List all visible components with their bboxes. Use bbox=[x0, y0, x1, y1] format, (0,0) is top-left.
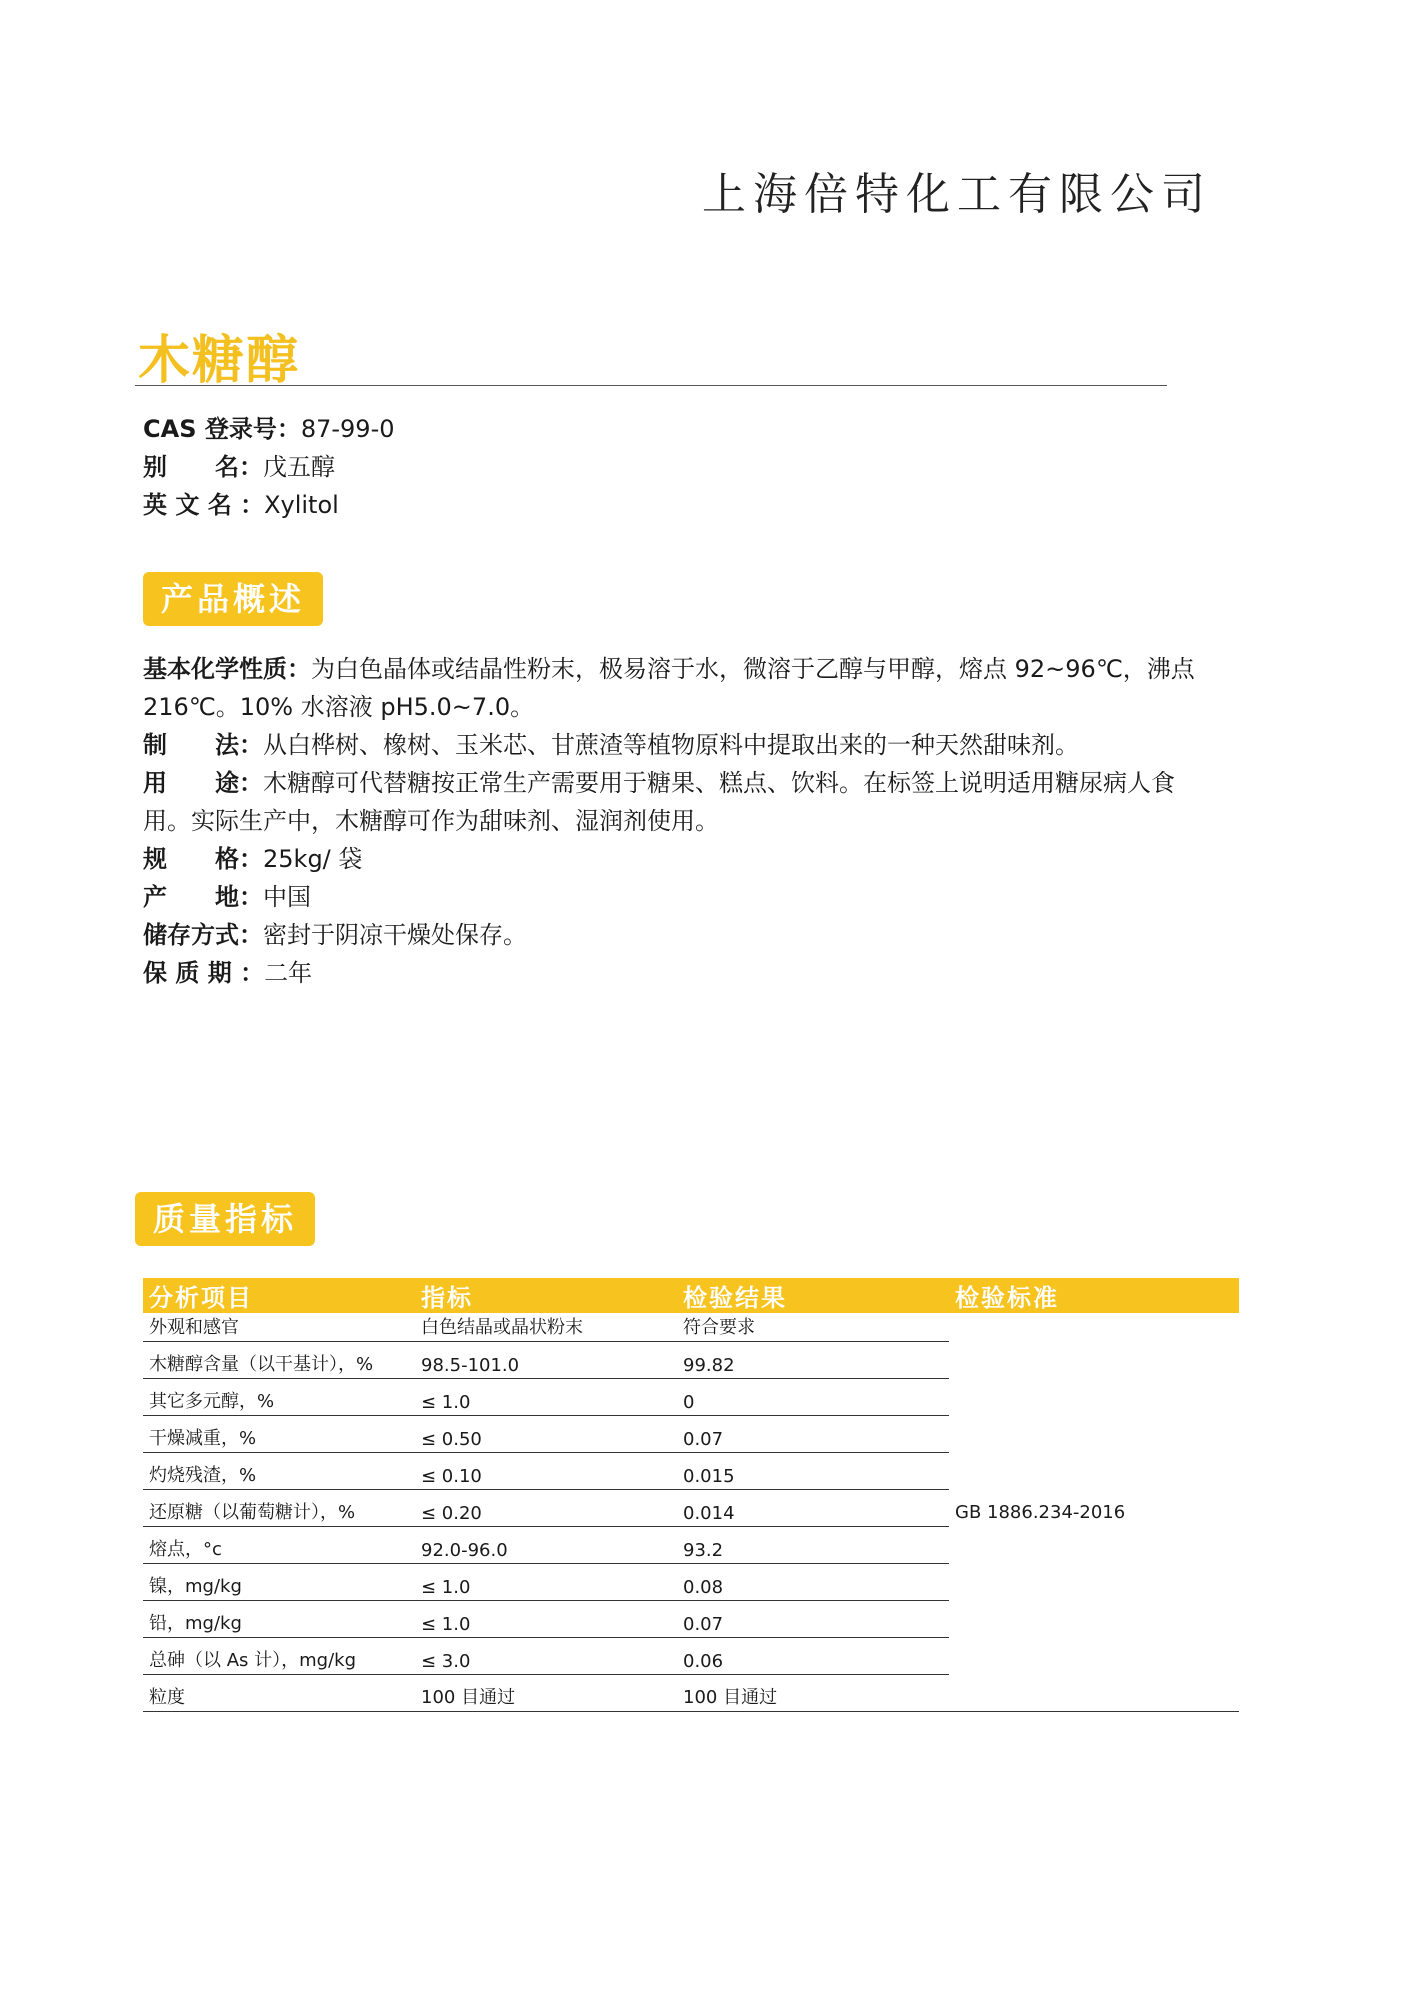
cell-item: 总砷（以 As 计），mg/kg bbox=[143, 1638, 415, 1675]
cas-label: CAS 登录号： bbox=[143, 415, 301, 443]
chem-properties-text-1: 为白色晶体或结晶性粉末，极易溶于水，微溶于乙醇与甲醇，熔点 92~96℃，沸点 bbox=[311, 655, 1195, 683]
origin-label: 产 地： bbox=[143, 883, 263, 911]
use-line-2: 用。实际生产中，木糖醇可作为甜味剂、湿润剂使用。 bbox=[143, 807, 719, 835]
cell-item: 还原糖（以葡萄糖计），% bbox=[143, 1490, 415, 1527]
cell-result: 0 bbox=[677, 1379, 949, 1416]
use-label: 用 途： bbox=[143, 769, 263, 797]
chem-properties-line-2: 216℃。10% 水溶液 pH5.0~7.0。 bbox=[143, 693, 535, 721]
cell-result: 0.07 bbox=[677, 1601, 949, 1638]
cell-result: 0.06 bbox=[677, 1638, 949, 1675]
cell-item: 粒度 bbox=[143, 1675, 415, 1712]
cell-spec: ≤ 1.0 bbox=[415, 1601, 677, 1638]
cell-item: 熔点，°c bbox=[143, 1527, 415, 1564]
alias-label: 别 名： bbox=[143, 453, 263, 481]
cell-result: 0.07 bbox=[677, 1416, 949, 1453]
cas-row bbox=[143, 410, 395, 448]
cell-result: 99.82 bbox=[677, 1342, 949, 1379]
origin-line bbox=[143, 878, 1193, 916]
title-divider bbox=[135, 385, 1167, 386]
cell-item: 外观和感官 bbox=[143, 1313, 415, 1342]
method-text: 从白桦树、橡树、玉米芯、甘蔗渣等植物原料中提取出来的一种天然甜味剂。 bbox=[263, 731, 1079, 759]
cell-result: 0.08 bbox=[677, 1564, 949, 1601]
table-row bbox=[143, 1313, 1239, 1342]
method-label: 制 法： bbox=[143, 731, 263, 759]
company-name: 上海倍特化工有限公司 bbox=[702, 169, 1212, 220]
cell-spec: ≤ 3.0 bbox=[415, 1638, 677, 1675]
cell-item: 木糖醇含量（以干基计），% bbox=[143, 1342, 415, 1379]
table-header-row bbox=[143, 1278, 1239, 1313]
shelf-life-line bbox=[143, 954, 1193, 992]
cas-value: 87-99-0 bbox=[300, 415, 395, 443]
origin-text: 中国 bbox=[263, 883, 311, 911]
storage-line bbox=[143, 916, 1193, 954]
chem-properties-line-1 bbox=[143, 650, 1193, 688]
cell-spec: 白色结晶或晶状粉末 bbox=[415, 1313, 677, 1342]
shelf-life-label: 保 质 期 ： bbox=[143, 959, 265, 987]
alias-row bbox=[143, 448, 395, 486]
cell-item: 灼烧残渣，% bbox=[143, 1453, 415, 1490]
alias-value: 戊五醇 bbox=[263, 453, 335, 481]
english-name-value: Xylitol bbox=[264, 491, 339, 519]
cell-result: 符合要求 bbox=[677, 1313, 949, 1342]
spec-label: 规 格： bbox=[143, 845, 263, 873]
use-line-1 bbox=[143, 764, 1193, 802]
storage-label: 储存方式： bbox=[143, 921, 263, 949]
spec-text: 25kg/ 袋 bbox=[263, 845, 363, 873]
cell-item: 铅，mg/kg bbox=[143, 1601, 415, 1638]
cell-spec: 92.0-96.0 bbox=[415, 1527, 677, 1564]
method-line bbox=[143, 726, 1193, 764]
cell-result: 0.015 bbox=[677, 1453, 949, 1490]
cell-item: 镍，mg/kg bbox=[143, 1564, 415, 1601]
cell-spec: ≤ 0.20 bbox=[415, 1490, 677, 1527]
product-title: 木糖醇 bbox=[138, 331, 301, 391]
cell-item: 其它多元醇，% bbox=[143, 1379, 415, 1416]
use-text-1: 木糖醇可代替糖按正常生产需要用于糖果、糕点、饮料。在标签上说明适用糖尿病人食 bbox=[263, 769, 1175, 797]
cell-spec: 98.5-101.0 bbox=[415, 1342, 677, 1379]
cell-item: 干燥减重，% bbox=[143, 1416, 415, 1453]
spec-line bbox=[143, 840, 1193, 878]
english-name-row bbox=[143, 486, 395, 524]
english-name-label: 英 文 名 ： bbox=[143, 491, 265, 519]
quality-spec-table bbox=[143, 1278, 1239, 1712]
column-header-result: 检验结果 bbox=[677, 1278, 949, 1313]
cell-result: 0.014 bbox=[677, 1490, 949, 1527]
cell-result: 93.2 bbox=[677, 1527, 949, 1564]
cell-spec: ≤ 1.0 bbox=[415, 1379, 677, 1416]
chem-properties-label: 基本化学性质： bbox=[143, 655, 311, 683]
cell-spec: 100 目通过 bbox=[415, 1675, 677, 1712]
cell-standard: GB 1886.234-2016 bbox=[949, 1313, 1239, 1712]
quality-heading: 质量指标 bbox=[135, 1192, 315, 1246]
product-identifiers bbox=[143, 410, 395, 524]
overview-heading: 产品概述 bbox=[143, 572, 323, 626]
shelf-life-text: 二年 bbox=[264, 959, 313, 987]
column-header-standard: 检验标准 bbox=[949, 1278, 1239, 1313]
cell-result: 100 目通过 bbox=[677, 1675, 949, 1712]
cell-spec: ≤ 1.0 bbox=[415, 1564, 677, 1601]
cell-spec: ≤ 0.10 bbox=[415, 1453, 677, 1490]
column-header-spec: 指标 bbox=[415, 1278, 677, 1313]
cell-spec: ≤ 0.50 bbox=[415, 1416, 677, 1453]
column-header-item: 分析项目 bbox=[143, 1278, 415, 1313]
table-body bbox=[143, 1313, 1239, 1712]
storage-text: 密封于阴凉干燥处保存。 bbox=[263, 921, 527, 949]
product-overview bbox=[143, 650, 1193, 992]
